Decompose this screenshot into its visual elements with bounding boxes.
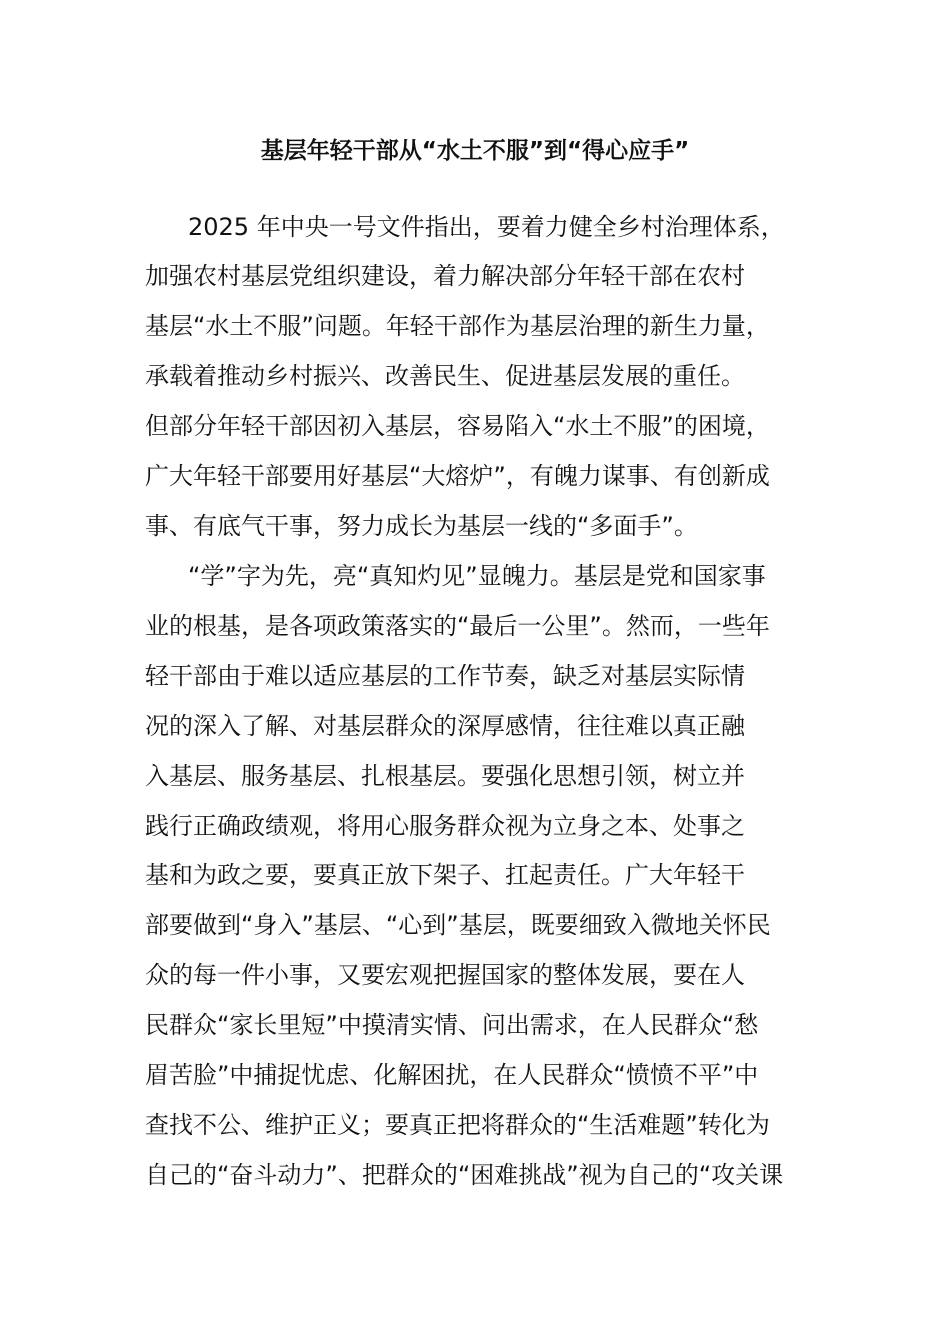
paragraph-1-line-6: 广大年轻干部要用好基层“大熔炉”，有魄力谋事、有创新成 [145, 462, 770, 490]
paragraph-1-line-1: 2025 年中央一号文件指出，要着力健全乡村治理体系， [188, 213, 785, 241]
paragraph-2-line-10: 民群众“家长里短”中摸清实情、问出需求，在人民群众“愁 [145, 1011, 759, 1039]
paragraph-2-line-3: 轻干部由于难以适应基层的工作节奏，缺乏对基层实际情 [145, 662, 745, 690]
paragraph-2-line-1: “学”字为先，亮“真知灼见”显魄力。基层是党和国家事 [188, 562, 766, 590]
paragraph-1-line-7: 事、有底气干事，努力成长为基层一线的“多面手”。 [145, 512, 698, 540]
paragraph-2-line-6: 践行正确政绩观，将用心服务群众视为立身之本、处事之 [145, 812, 745, 840]
paragraph-1-line-4: 承载着推动乡村振兴、改善民生、促进基层发展的重任。 [145, 362, 745, 390]
paragraph-2-line-9: 众的每一件小事，又要宏观把握国家的整体发展，要在人 [145, 961, 745, 989]
paragraph-2-line-11: 眉苦脸”中捕捉忧虑、化解困扰，在人民群众“愤愤不平”中 [145, 1061, 759, 1089]
paragraph-2-line-7: 基和为政之要，要真正放下架子、扛起责任。广大年轻干 [145, 861, 745, 889]
paragraph-1-line-3: 基层“水土不服”问题。年轻干部作为基层治理的新生力量， [145, 312, 770, 340]
paragraph-2-line-4: 况的深入了解、对基层群众的深厚感情，往往难以真正融 [145, 712, 745, 740]
paragraph-2-line-5: 入基层、服务基层、扎根基层。要强化思想引领，树立并 [145, 762, 745, 790]
paragraph-2-line-2: 业的根基，是各项政策落实的“最后一公里”。然而，一些年 [145, 612, 770, 640]
document-title: 基层年轻干部从“水土不服”到“得心应手” [260, 138, 690, 164]
paragraph-1-line-2: 加强农村基层党组织建设，着力解决部分年轻干部在农村 [145, 262, 745, 290]
paragraph-2-line-13: 自己的“奋斗动力”、把群众的“困难挑战”视为自己的“攻关课 [145, 1161, 784, 1189]
paragraph-2-line-12: 查找不公、维护正义；要真正把将群众的“生活难题”转化为 [145, 1111, 770, 1139]
paragraph-1-line-5: 但部分年轻干部因初入基层，容易陷入“水土不服”的困境， [145, 412, 770, 440]
paragraph-2-line-8: 部要做到“身入”基层、“心到”基层，既要细致入微地关怀民 [145, 911, 771, 939]
